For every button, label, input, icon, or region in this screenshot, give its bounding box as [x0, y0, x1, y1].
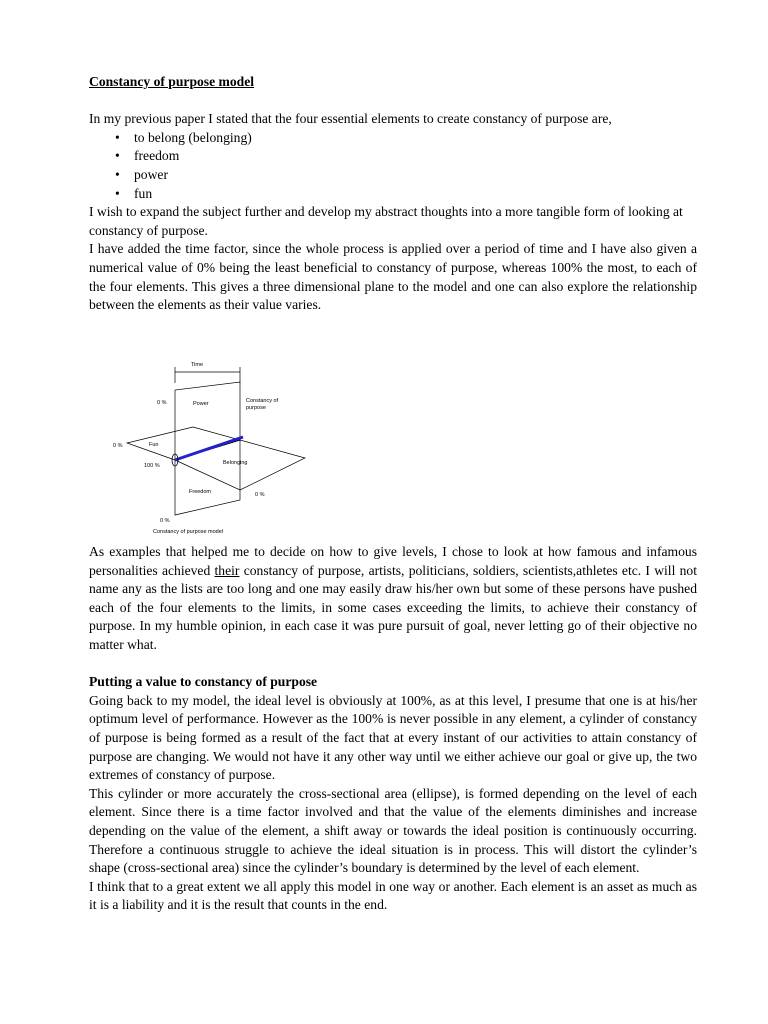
- paragraph-text: As examples that helped me to decide on how to give levels, I chose to look at how famous and infamous personalities achieved: [89, 544, 697, 578]
- belonging-label: Belonging: [223, 460, 248, 466]
- paragraph: [89, 543, 697, 655]
- underlined-word: their: [214, 562, 240, 578]
- list-item: • power: [89, 166, 697, 185]
- document-title: Constancy of purpose model: [89, 74, 255, 89]
- list-item: • to belong (belonging): [89, 129, 697, 148]
- paragraph-text: constancy of purpose, artists, politicians, soldiers, scientists,athletes etc. I will not name any as the lists are too long and one may easily draw his/her own but some of these persons have pushed each of the four elements to the limits, in some cases exceeding the limits, to achieve their constancy of purpose. In my humble opinion, in each case it was pure pursuit of goal, never letting go of their objective no matter what.: [89, 562, 697, 652]
- paragraph: Going back to my model, the ideal level is obviously at 100%, as at this level, I presume that one is at his/her optimum level of performance. However as the 100% is never possible in any element, a cylinder of constancy of purpose is being formed as a result of the fact that at every instant of our activities to attain constancy of purpose are changing. We would not have it any other way until we either achieve our goal or give up, the two extremes of constancy of purpose.: [89, 692, 697, 783]
- paragraph: I wish to expand the subject further and develop my abstract thoughts into a more tangible form of looking at constancy of purpose.: [89, 204, 683, 238]
- zero-label-fun: 0 %: [113, 443, 123, 449]
- list-item: • fun: [89, 185, 697, 204]
- freedom-label: Freedom: [189, 489, 212, 495]
- elements-list: [89, 129, 697, 203]
- constancy-cylinder: [175, 437, 243, 460]
- constancy-label: purpose: [246, 405, 266, 411]
- paragraph: I have added the time factor, since the whole process is applied over a period of time and I have also given a numerical value of 0% being the least beneficial to constancy of purpose, whereas 100% the most, to each of the four elements. This gives a three dimensional plane to the model and one can also explore the relationship between the elements as their value varies.: [89, 241, 697, 313]
- constancy-label: Constancy of: [246, 398, 279, 404]
- list-item: • freedom: [89, 147, 697, 166]
- zero-label-belonging: 0 %: [255, 492, 265, 498]
- hundred-label: 100 %: [144, 463, 160, 469]
- freedom-plane: [175, 440, 240, 515]
- constancy-diagram: [105, 355, 335, 540]
- intro-paragraph: In my previous paper I stated that the four essential elements to create constancy of purpose are,: [89, 111, 612, 127]
- fun-label: Fun: [149, 442, 159, 448]
- paragraph: I think that to a great extent we all apply this model in one way or another. Each element is an asset as much as it is a liability and it is the result that counts in the end.: [89, 878, 697, 913]
- section-heading: Putting a value to constancy of purpose: [89, 674, 318, 690]
- power-label: Power: [193, 401, 209, 407]
- text-block-bottom: [89, 543, 697, 915]
- zero-label-freedom: 0 %: [160, 518, 170, 524]
- diagram-caption: Constancy of purpose model: [153, 529, 224, 535]
- time-label: Time: [191, 362, 204, 368]
- zero-label-power: 0 %: [157, 400, 167, 406]
- paragraph: This cylinder or more accurately the cross-sectional area (ellipse), is formed depending on the level of each element. Since there is a time factor involved and that the value of the elements diminishes and increase depending on the value of the element, a shift away or towards the ideal position is continuously occurring. Therefore a continuous struggle to achieve the ideal situation is in process. This will distort the cylinder’s shape (cross-sectional area) since the cylinder’s boundary is determined by the level of each element.: [89, 785, 697, 876]
- diagram-svg: [105, 355, 335, 540]
- text-block-top: [89, 73, 697, 315]
